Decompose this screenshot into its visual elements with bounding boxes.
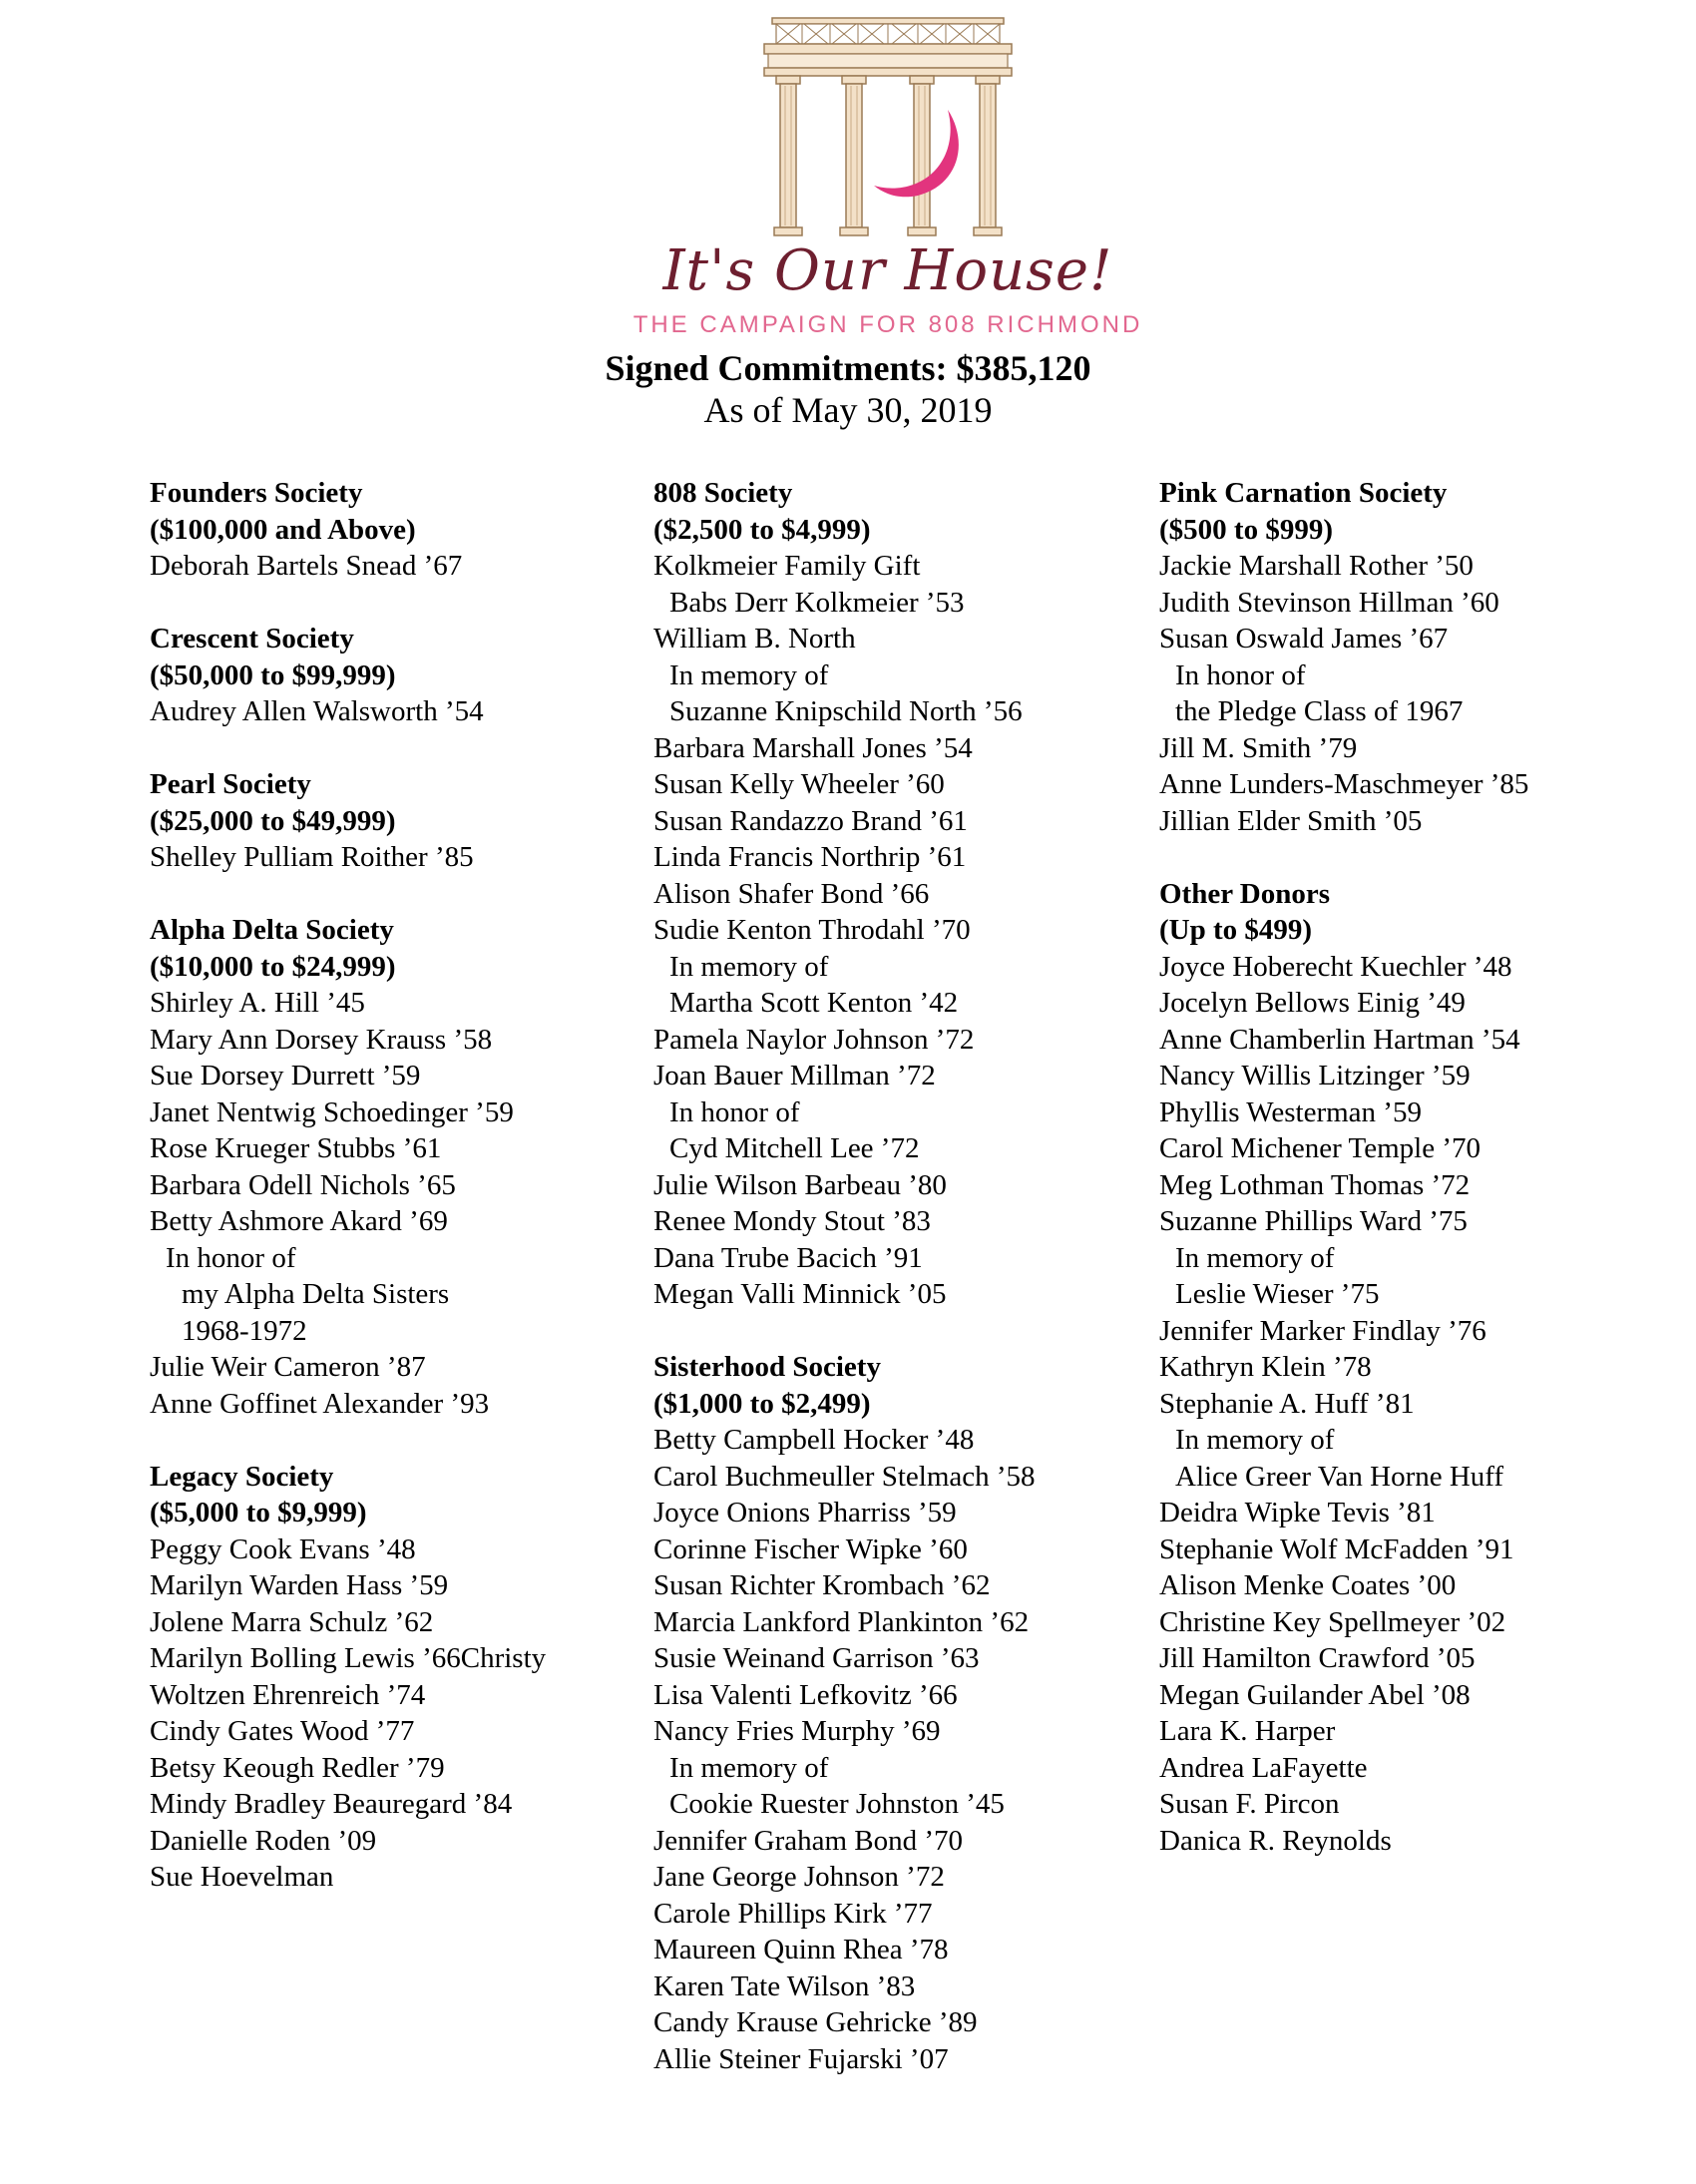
donor-name: Jennifer Marker Findlay ’76 [1159,1314,1486,1347]
donor-name: Maureen Quinn Rhea ’78 [653,1934,949,1966]
dedication-line: Babs Derr Kolkmeier ’53 [669,586,965,619]
donor-name: Candy Krause Gehricke ’89 [653,2006,978,2038]
donor-name: Andrea LaFayette [1159,1751,1368,1784]
society-name: Alpha Delta Society [150,914,394,946]
society-range: ($25,000 to $49,999) [150,804,396,837]
society-range: ($500 to $999) [1159,513,1333,546]
society-block [1159,475,1678,839]
donor-name: Jill Hamilton Crawford ’05 [1159,1642,1476,1674]
donor-name: Susan Richter Krombach ’62 [653,1569,991,1601]
donor-name: Kolkmeier Family Gift [653,550,921,582]
donor-name: Betsy Keough Redler ’79 [150,1751,445,1784]
donor-name: Danica R. Reynolds [1159,1824,1392,1857]
donor-name: Carol Michener Temple ’70 [1159,1132,1481,1164]
donor-name: Julie Weir Cameron ’87 [150,1351,426,1383]
donor-name: Janet Nentwig Schoedinger ’59 [150,1095,514,1128]
donor-name: Anne Goffinet Alexander ’93 [150,1387,490,1420]
society-block [150,912,629,1422]
dedication-line: In memory of [1175,1424,1335,1456]
society-range: ($10,000 to $24,999) [150,950,396,983]
donor-name: Barbara Marshall Jones ’54 [653,731,973,764]
donor-name: Kathryn Klein ’78 [1159,1351,1372,1383]
dedication-line: In memory of [669,1751,829,1784]
society-range: ($2,500 to $4,999) [653,513,871,546]
society-block [150,621,629,730]
donor-name: Anne Lunders-Maschmeyer ’85 [1159,768,1529,800]
donor-name: Barbara Odell Nichols ’65 [150,1168,456,1201]
society-block [653,1349,1152,2077]
society-block [150,766,629,876]
donor-name: Susan Randazzo Brand ’61 [653,804,968,837]
dedication-line: the Pledge Class of 1967 [1175,695,1464,727]
society-name: Sisterhood Society [653,1351,881,1383]
donor-name: Judith Stevinson Hillman ’60 [1159,586,1499,619]
donor-name: Susan Kelly Wheeler ’60 [653,768,945,800]
dedication-line: 1968-1972 [182,1314,307,1347]
society-name: Pink Carnation Society [1159,477,1448,509]
donor-name: Danielle Roden ’09 [150,1824,377,1857]
donor-name: Linda Francis Northrip ’61 [653,841,967,873]
donor-name: Jillian Elder Smith ’05 [1159,804,1423,837]
donor-name: Sudie Kenton Throdahl ’70 [653,914,971,946]
dedication-line: Martha Scott Kenton ’42 [669,987,959,1019]
dedication-line: Suzanne Knipschild North ’56 [669,695,1023,727]
donor-name: Jocelyn Bellows Einig ’49 [1159,987,1466,1019]
donor-name: Marcia Lankford Plankinton ’62 [653,1605,1030,1638]
society-range: ($50,000 to $99,999) [150,658,396,691]
donor-column-3 [1159,475,1678,1896]
donor-name: Mindy Bradley Beauregard ’84 [150,1788,513,1820]
donor-name: Meg Lothman Thomas ’72 [1159,1168,1471,1201]
as-of-date: As of May 30, 2019 [703,390,993,430]
society-name: Founders Society [150,477,363,509]
donor-name: Carole Phillips Kirk ’77 [653,1897,933,1930]
campaign-logo [619,14,1157,338]
donor-name: Phyllis Westerman ’59 [1159,1095,1422,1128]
donor-name: Jane George Johnson ’72 [653,1861,945,1893]
donor-name: Deborah Bartels Snead ’67 [150,550,463,582]
donor-name: Susan F. Pircon [1159,1788,1340,1820]
dedication-line: In honor of [1175,658,1306,691]
donor-name: Carol Buchmeuller Stelmach ’58 [653,1460,1036,1493]
donor-name: Susan Oswald James ’67 [1159,623,1449,655]
donor-name: Karen Tate Wilson ’83 [653,1969,916,2002]
donor-name: Jolene Marra Schulz ’62 [150,1605,434,1638]
donor-name: Mary Ann Dorsey Krauss ’58 [150,1023,493,1056]
donor-name: Marilyn Warden Hass ’59 [150,1569,449,1601]
donor-name: Betty Campbell Hocker ’48 [653,1424,975,1456]
dedication-line: In memory of [669,658,829,691]
campaign-subtitle: THE CAMPAIGN FOR 808 RICHMOND [633,311,1143,338]
house-columns-icon [619,14,1157,243]
donor-name: Pamela Naylor Johnson ’72 [653,1023,975,1056]
donor-name: Joyce Onions Pharriss ’59 [653,1497,957,1529]
society-range: ($1,000 to $2,499) [653,1387,871,1420]
donor-column-1 [150,475,629,1932]
dedication-line: In memory of [669,950,829,983]
donor-name: Lara K. Harper [1159,1715,1336,1747]
dedication-line: my Alpha Delta Sisters [182,1278,450,1310]
society-name: Crescent Society [150,623,354,655]
donor-name: Marilyn Bolling Lewis ’66Christy [150,1642,547,1674]
donor-name: Joyce Hoberecht Kuechler ’48 [1159,950,1512,983]
society-range: ($5,000 to $9,999) [150,1497,367,1529]
donor-name: Shelley Pulliam Roither ’85 [150,841,474,873]
dedication-line: Leslie Wieser ’75 [1175,1278,1380,1310]
donor-column-2 [653,475,1152,2114]
campaign-script-title: It's Our House! [662,238,1113,303]
donor-name: Stephanie Wolf McFadden ’91 [1159,1532,1514,1565]
donor-name: Sue Hoevelman [150,1861,334,1893]
society-name: Legacy Society [150,1460,334,1493]
donor-name: Alison Menke Coates ’00 [1159,1569,1457,1601]
donor-name: Nancy Willis Litzinger ’59 [1159,1060,1471,1092]
donor-name: Nancy Fries Murphy ’69 [653,1715,941,1747]
donor-name: Megan Valli Minnick ’05 [653,1278,947,1310]
society-block [653,475,1152,1313]
donor-name: Jill M. Smith ’79 [1159,731,1358,764]
society-block [150,475,629,585]
donor-name: Julie Wilson Barbeau ’80 [653,1168,947,1201]
donor-name: Anne Chamberlin Hartman ’54 [1159,1023,1520,1056]
society-name: 808 Society [653,477,793,509]
commitments-heading [0,347,1696,431]
society-range: (Up to $499) [1159,914,1313,946]
donor-name: Audrey Allen Walsworth ’54 [150,695,484,727]
donor-name: Alison Shafer Bond ’66 [653,877,930,910]
donor-name: Betty Ashmore Akard ’69 [150,1205,448,1237]
donor-name: Cindy Gates Wood ’77 [150,1715,415,1747]
dedication-line: In memory of [1175,1241,1335,1274]
donor-name: Sue Dorsey Durrett ’59 [150,1060,421,1092]
donor-name: Jennifer Graham Bond ’70 [653,1824,964,1857]
commitments-total: Signed Commitments: $385,120 [605,348,1091,388]
donor-name: Susie Weinand Garrison ’63 [653,1642,980,1674]
donor-name: Rose Krueger Stubbs ’61 [150,1132,442,1164]
donor-name: Allie Steiner Fujarski ’07 [653,2042,949,2075]
donor-name: Shirley A. Hill ’45 [150,987,365,1019]
dedication-line: Cookie Ruester Johnston ’45 [669,1788,1005,1820]
donor-name: Deidra Wipke Tevis ’81 [1159,1497,1436,1529]
donor-name: Dana Trube Bacich ’91 [653,1241,923,1274]
society-name: Other Donors [1159,877,1331,910]
donor-name: Lisa Valenti Lefkovitz ’66 [653,1678,958,1711]
donor-name: Jackie Marshall Rother ’50 [1159,550,1474,582]
donor-name: Suzanne Phillips Ward ’75 [1159,1205,1468,1237]
donor-name: Joan Bauer Millman ’72 [653,1060,936,1092]
donor-name: Christine Key Spellmeyer ’02 [1159,1605,1506,1638]
donor-name: Peggy Cook Evans ’48 [150,1532,416,1565]
dedication-line: In honor of [669,1095,800,1128]
donor-name: Megan Guilander Abel ’08 [1159,1678,1471,1711]
dedication-line: In honor of [166,1241,296,1274]
society-name: Pearl Society [150,768,311,800]
donor-name: Renee Mondy Stout ’83 [653,1205,931,1237]
donor-name: William B. North [653,623,856,655]
dedication-line: Alice Greer Van Horne Huff [1175,1460,1504,1493]
society-range: ($100,000 and Above) [150,513,416,546]
society-block [150,1459,629,1896]
donor-name: Corinne Fischer Wipke ’60 [653,1532,968,1565]
society-block [1159,876,1678,1860]
donor-name: Woltzen Ehrenreich ’74 [150,1678,426,1711]
dedication-line: Cyd Mitchell Lee ’72 [669,1132,920,1164]
donor-name: Stephanie A. Huff ’81 [1159,1387,1415,1420]
